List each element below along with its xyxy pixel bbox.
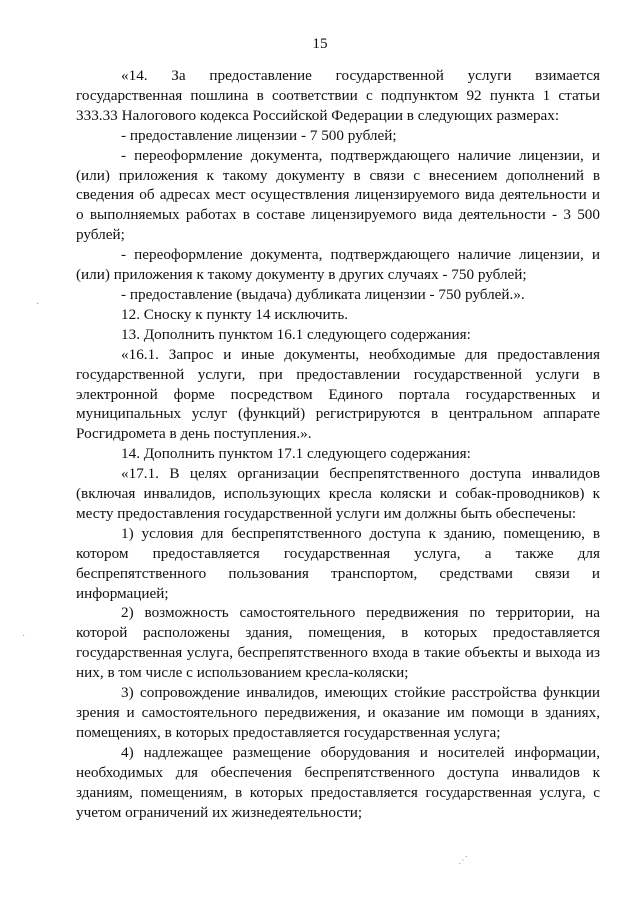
paragraph-14-heading: 14. Дополнить пунктом 17.1 следующего содержания:: [121, 445, 471, 463]
paragraph-17-1: «17.1. В целях организации беспрепятственного доступа инвалидов (включая инвалидов, использующих кресла коляски и собак-проводников) к месту предоставления государственной услуги им должны быть обеспечены:: [76, 465, 600, 522]
list-item-reissue-other-fee: - переоформление документа, подтверждающего наличие лицензии, и (или) приложения к такому документу в других случаях - 750 рублей;: [76, 246, 600, 284]
document-body: [76, 66, 600, 822]
list-item-reissue-address-fee: - переоформление документа, подтверждающего наличие лицензии, и (или) приложения к такому документу в связи с внесением дополнений в сведения об адресах мест осуществления лицензируемого вида деятельности и о выполняемых работах в составе лицензируемого вида деятельности - 3 500 рублей;: [76, 146, 600, 244]
scan-dust-mark: ·: [36, 299, 40, 310]
scan-dust-mark: ·: [22, 631, 26, 642]
list-item-condition-2: 2) возможность самостоятельного передвижения по территории, на которой расположены здания, помещения, в которых предоставляется государственная услуга, беспрепятственного входа в такие объекты и выхода из них, в том числе с использованием кресла-коляски;: [76, 604, 600, 682]
list-item-condition-3: 3) сопровождение инвалидов, имеющих стойкие расстройства функции зрения и самостоятельного передвижения, и оказание им помощи в зданиях, помещениях, в которых предоставляется государственная услуга;: [76, 684, 600, 741]
list-item-condition-4: 4) надлежащее размещение оборудования и носителей информации, необходимых для обеспечения беспрепятственного доступа инвалидов к зданиям, помещениям, в которых предоставляется государственная услуга, с учетом ограничений их жизнедеятельности;: [76, 743, 600, 821]
paragraph-16-1: «16.1. Запрос и иные документы, необходимые для предоставления государственной услуги, при предоставлении государственной услуги в электронной форме посредством Единого портала государственных и муниципальных услуг (функций) регистрируются в центральном аппарате Росгидромета в день поступления.».: [76, 345, 600, 443]
list-item-license-fee: - предоставление лицензии - 7 500 рублей;: [121, 126, 397, 144]
paragraph-13-heading: 13. Дополнить пунктом 16.1 следующего содержания:: [121, 325, 471, 343]
page-number: 15: [312, 35, 328, 52]
scan-dust-mark: ⋰: [458, 855, 468, 866]
list-item-duplicate-fee: - предоставление (выдача) дубликата лицензии - 750 рублей.».: [121, 285, 525, 303]
paragraph-12-footnote: 12. Сноску к пункту 14 исключить.: [121, 305, 349, 323]
list-item-condition-1: 1) условия для беспрепятственного доступа к зданию, помещению, в котором предоставляется государственная услуга, а также для беспрепятственного пользования транспортом, средствами связи и информацией;: [76, 524, 600, 602]
paragraph-14-fee: «14. За предоставление государственной услуги взимается государственная пошлина в соответствии с подпунктом 92 пункта 1 статьи 333.33 Налогового кодекса Российской Федерации в следующих размерах:: [76, 67, 600, 124]
